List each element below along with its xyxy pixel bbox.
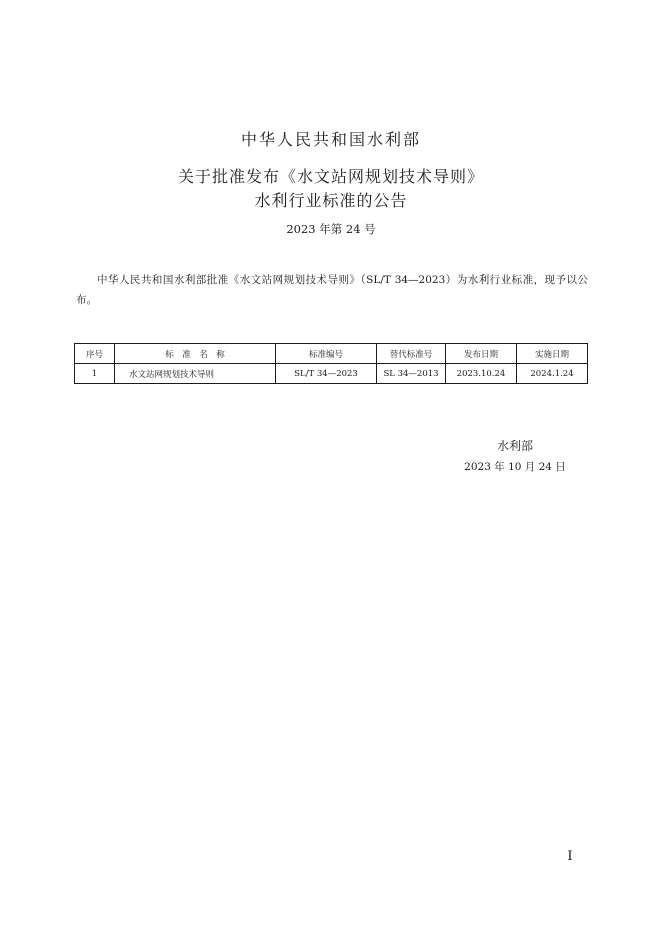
cell-issue-date: 2023.10.24 <box>446 364 517 384</box>
page-number: I <box>567 849 573 864</box>
col-header-seq: 序号 <box>75 344 115 364</box>
col-header-replaced: 替代标准号 <box>377 344 446 364</box>
announcement-body: 中华人民共和国水利部批准《水文站网规划技术导则》（SL/T 34—2023）为水利行业标准，现予以公布。 <box>76 274 588 306</box>
cell-name: 水文站网规划技术导则 <box>115 364 276 384</box>
ministry-name: 中华人民共和国水利部 <box>240 130 421 149</box>
table-row <box>75 364 588 384</box>
sign-date: 2023 年 10 月 24 日 <box>464 461 566 473</box>
cell-replaced: SL 34—2013 <box>377 364 446 384</box>
table-header-row <box>75 344 588 364</box>
cell-seq: 1 <box>75 364 115 384</box>
col-header-effective-date: 实施日期 <box>517 344 588 364</box>
announcement-title-line-2: 水利行业标准的公告 <box>254 191 408 210</box>
cell-code: SL/T 34—2023 <box>276 364 377 384</box>
standards-table <box>74 343 588 384</box>
cell-effective-date: 2024.1.24 <box>517 364 588 384</box>
signer: 水利部 <box>496 439 533 453</box>
col-header-issue-date: 发布日期 <box>446 344 517 364</box>
col-header-name: 标 准 名 称 <box>115 344 276 364</box>
document-number: 2023 年第 24 号 <box>286 222 376 236</box>
announcement-title-line-1: 关于批准发布《水文站网规划技术导则》 <box>177 167 484 186</box>
col-header-code: 标准编号 <box>276 344 377 364</box>
